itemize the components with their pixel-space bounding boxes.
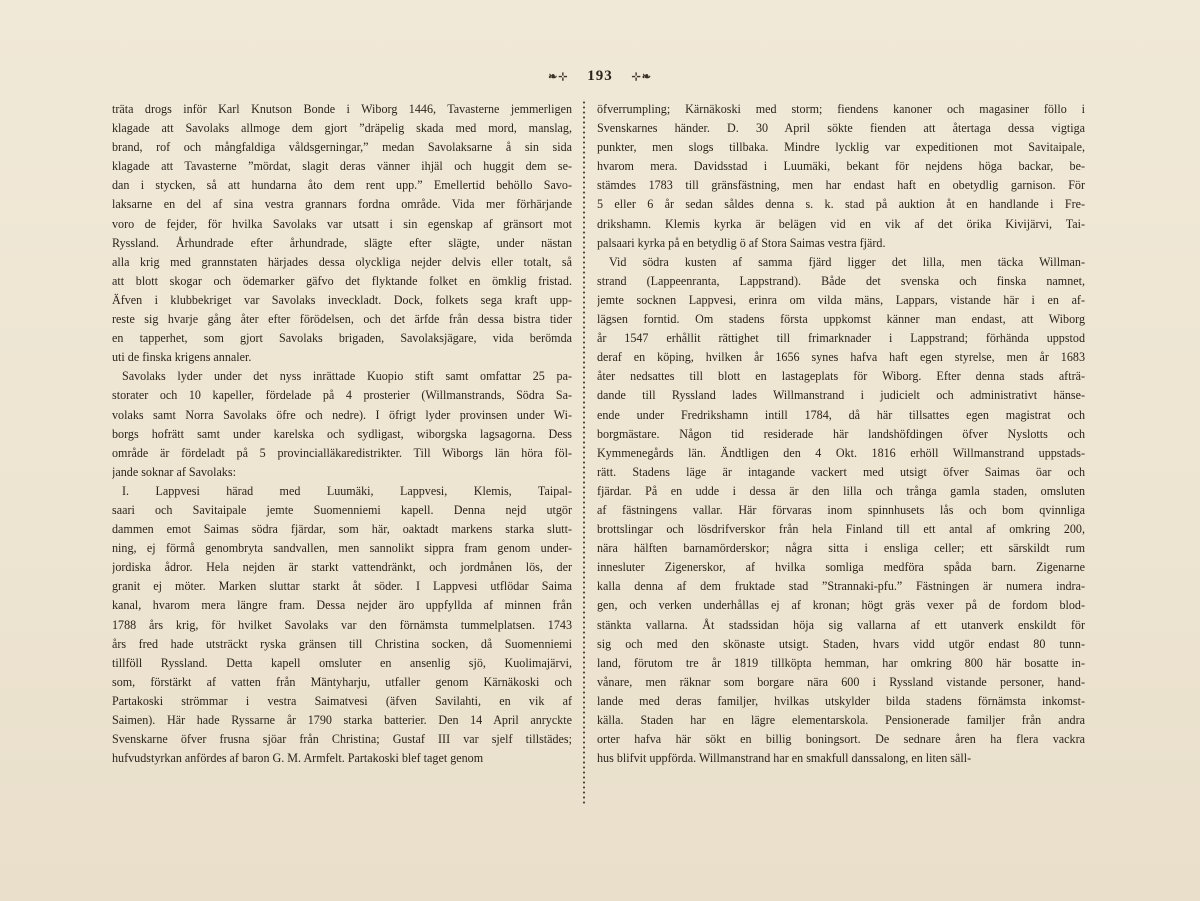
text-line: strand (Lappeenranta, Lappstrand). Både det svenska och finska namnet, <box>597 273 1085 288</box>
text-line: af fästningens vallar. Här förvaras inom spinnhusets lås och bom qvinnliga <box>597 502 1085 517</box>
text-line: deraf en köping, hvilken år 1656 synes hafva haft egen styrelse, men år 1683 <box>597 350 1085 365</box>
text-line: lägsen forntid. Om stadens första uppkomst känner man endast, att Wiborg <box>597 312 1085 327</box>
text-line: tillföll Ryssland. Detta kapell omsluter en ansenlig sjö, Kuolimajärvi, <box>112 655 572 670</box>
text-line: volaks samt Norra Savolaks öfre och nedre). I öfrigt lyder provinsen under Wi- <box>112 407 572 422</box>
text-line: saari och Savitaipale jemte Suomenniemi kapell. Denna nejd utgör <box>112 502 572 517</box>
text-line: voro de fejder, för hvilka Savolaks var utsatt i sin egenskap af gränsort mot <box>112 216 572 231</box>
text-line: dan i stycken, så att hundarna åto dem rent upp.” Emellertid behöllo Savo- <box>112 178 572 193</box>
text-line: Svenskarne öfver frusna sjöar från Christina; Gustaf III var sjelf tillstädes; <box>112 732 572 747</box>
text-line: I. Lappvesi härad med Luumäki, Lappvesi, Klemis, Taipal- <box>122 483 572 498</box>
text-line: klagade att Savolaks allmoge dem gjort ”dräpelig skada med mord, manslag, <box>112 121 572 136</box>
text-line: fjärdar. På en udde i dessa är den lilla och trånga gamla staden, omsluten <box>597 483 1085 498</box>
text-line: vånare, men räknar som borgare nära 600 i Ryssland vistande personer, hand- <box>597 674 1085 689</box>
text-line: öfverrumpling; Kärnäkoski med storm; fiendens kanoner och magasiner föllo i <box>597 102 1085 116</box>
text-line: dammen emot Saimas södra fjärdar, som här, oaktadt markens starka slutt- <box>112 522 572 537</box>
text-line: borgmästare. Någon tid residerade här landshöfdingen öfver Nyslotts och <box>597 426 1085 441</box>
text-line: borgs hofrätt samt under karelska och sydligast, wiborgska lagsagorna. Dess <box>112 426 572 441</box>
text-line: som, förstärkt af vatten från Mäntyharju, utfaller genom Kärnäkoski och <box>112 674 572 689</box>
text-line: källa. Staden har en lägre elementarskola. Pensionerade familjer från andra <box>597 713 1085 727</box>
left-text-column <box>112 100 572 768</box>
text-line: Savolaks lyder under det nyss inrättade Kuopio stift samt omfattar 25 pa- <box>122 369 572 384</box>
text-line: Ryssland. Århundrade efter århundrade, slägte efter slägte, under nästan <box>112 235 572 250</box>
right-text-column <box>597 100 1085 768</box>
text-line: innesluter Zigenerskor, af hvilka somliga medföra spåda barn. Zigenarne <box>597 560 1085 575</box>
text-line: år 1547 erhållit rättighet till frimarknader i Lappstrand; förhända uppstod <box>597 331 1085 346</box>
header-ornament-right: ⊹❧ <box>631 71 652 83</box>
text-line: reste sig hvarje gång åter efter förödelsen, och det ärfde från dessa bistra tider <box>112 312 572 327</box>
text-line: rätt. Stadens läge är intagande vackert med utsigt öfver Saimas öar och <box>597 464 1085 479</box>
text-line: sig och med den skönaste utsigt. Staden, hvars vidd utgör endast 80 tunn- <box>597 636 1085 651</box>
text-line: jordiska ådror. Hela nejden är starkt vattendränkt, och jordmånen lös, der <box>112 560 572 575</box>
text-line: alla krig med grannstaten härjades dessa olyckliga nejder delvis eller totalt, så <box>112 254 572 269</box>
text-line: område är fördeladt på 5 provincialläkaredistrikter. Till Wiborgs län höra föl- <box>112 445 572 460</box>
text-line: storater och 10 kapeller, fördelade på 4 prosterier (Willmanstrands, Södra Sa- <box>112 388 572 403</box>
text-line: ning, ej förmå genombryta sandvallen, men sannolikt sippra fram genom under- <box>112 541 572 556</box>
text-line: dande till Ryssland lades Willmanstrand i judicielt och administrativt hänse- <box>597 388 1085 403</box>
text-line: hufvudstyrkan anfördes af baron G. M. Armfelt. Partakoski blef taget genom <box>112 751 484 766</box>
text-line: gen, och verken underhållas ej af kronan; högt gräs vexer på de fordom blod- <box>597 598 1085 613</box>
text-line: stämdes 1783 till gränsfästning, men har endast haft en obetydlig garnison. För <box>597 178 1085 193</box>
text-line: brand, rof och mångfaldiga våldsgerningar,” medan Savolaksarne å sin sida <box>112 140 572 155</box>
text-line: att blott skogar och ödemarker gäfvo det flyktande folket en ömklig fristad. <box>112 273 572 288</box>
text-line: brottslingar och lösdrifverskor från hela Finland till ett antal af omkring 200, <box>597 522 1085 537</box>
text-line: klagade att Tavasterne ”mördat, slagit deras vänner ihjäl och huggit dem se- <box>112 159 572 174</box>
text-line: palsaari kyrka på en betydlig ö af Stora Saimas vestra fjärd. <box>597 235 886 250</box>
page-number: 193 <box>587 68 613 84</box>
text-line: Vid södra kusten af samma fjärd ligger det lilla, men täcka Willman- <box>609 254 1085 269</box>
text-line: stänkta vallarna. Åt stadssidan höja sig vallarna af ett utanverk enskildt för <box>597 617 1085 632</box>
text-line: åter nedsattes till blott en lastageplats för Wiborg. Efter denna stads afträ- <box>597 369 1085 384</box>
header-ornament-left: ❧⊹ <box>548 71 569 83</box>
text-line: kanal, hvarom mera längre fram. Dessa nejder äro uppfyllda af minnen från <box>112 598 572 613</box>
text-line: nära hälften barnamörderskor; några sitta i ensliga celler; ett särskildt rum <box>597 541 1085 556</box>
text-line: en tapperhet, som gjort Savolaks brigaden, Savolaksjägare, vida berömda <box>112 331 572 346</box>
text-line: Svenskarnes händer. D. 30 April sökte fienden att återtaga dessa vigtiga <box>597 121 1085 136</box>
page-header <box>0 68 1200 85</box>
text-line: jemte socknen Lappvesi, erinra om vilda mäns, Lappars, vistande här i en af- <box>597 292 1085 307</box>
text-line: orter hafva här sökt en billig boningsort. De sednare åren ha flera vackra <box>597 732 1085 747</box>
text-line: drikshamn. Klemis kyrka är belägen vid en vik af det örika Kivijärvi, Tai- <box>597 216 1085 231</box>
text-line: Äfven i klubbekriget var Savolaks inveckladt. Dock, folkets sega kraft upp- <box>112 292 572 307</box>
text-line: kalla denna af dem fruktade stad ”Strannaki-pfu.” Fästningen är numera indra- <box>597 579 1085 594</box>
text-line: Saimen). Här hade Ryssarne år 1790 starka batterier. Den 14 April anryckte <box>112 713 572 727</box>
text-line: uti de finska krigens annaler. <box>112 350 252 365</box>
text-line: träta drogs inför Karl Knutson Bonde i Wiborg 1446, Tavasterne jemmerligen <box>112 102 572 116</box>
text-line: 5 eller 6 år sedan såldes denna s. k. stad på auktion åt en handlande i Fre- <box>597 197 1085 212</box>
text-line: land, förutom tre år 1819 tillköpta hemman, har omkring 800 här bosatte in- <box>597 655 1085 670</box>
text-line: lande med deras familjer, hvilkas utskylder bilda stadens förnämsta inkomst- <box>597 693 1085 708</box>
text-line: hvarom mera. Davidsstad i Luumäki, bekant för nejdens höga backar, be- <box>597 159 1085 174</box>
text-line: Kymmenegårds län. Ändtligen den 4 Okt. 1816 erhöll Willmanstrand uppstads- <box>597 445 1085 460</box>
text-line: års fred hade utsträckt ryska gränsen till Christina socken, då Suomenniemi <box>112 636 572 651</box>
text-line: punkter, men slogs tillbaka. Mindre lycklig var expeditionen mot Savitaipale, <box>597 140 1085 155</box>
text-line: hus blifvit uppförda. Willmanstrand har en smakfull danssalong, en liten säll- <box>597 751 972 766</box>
text-line: granit ej möter. Marken sluttar starkt åt söder. I Lappvesi utflödar Saima <box>112 579 572 594</box>
column-divider <box>582 100 586 806</box>
text-line: Partakoski strömmar i vestra Saimatvesi (äfven Savilahti, en vik af <box>112 693 572 708</box>
text-line: laksarne en del af sina vestra grannars fordna område. Vida mer förhärjande <box>112 197 572 212</box>
text-line: jande soknar af Savolaks: <box>112 464 236 479</box>
text-line: ende under Fredrikshamn intill 1784, då här tillsattes egen magistrat och <box>597 407 1085 422</box>
text-line: 1788 års krig, för hvilket Savolaks var den förnämsta tummelplatsen. 1743 <box>112 617 572 632</box>
